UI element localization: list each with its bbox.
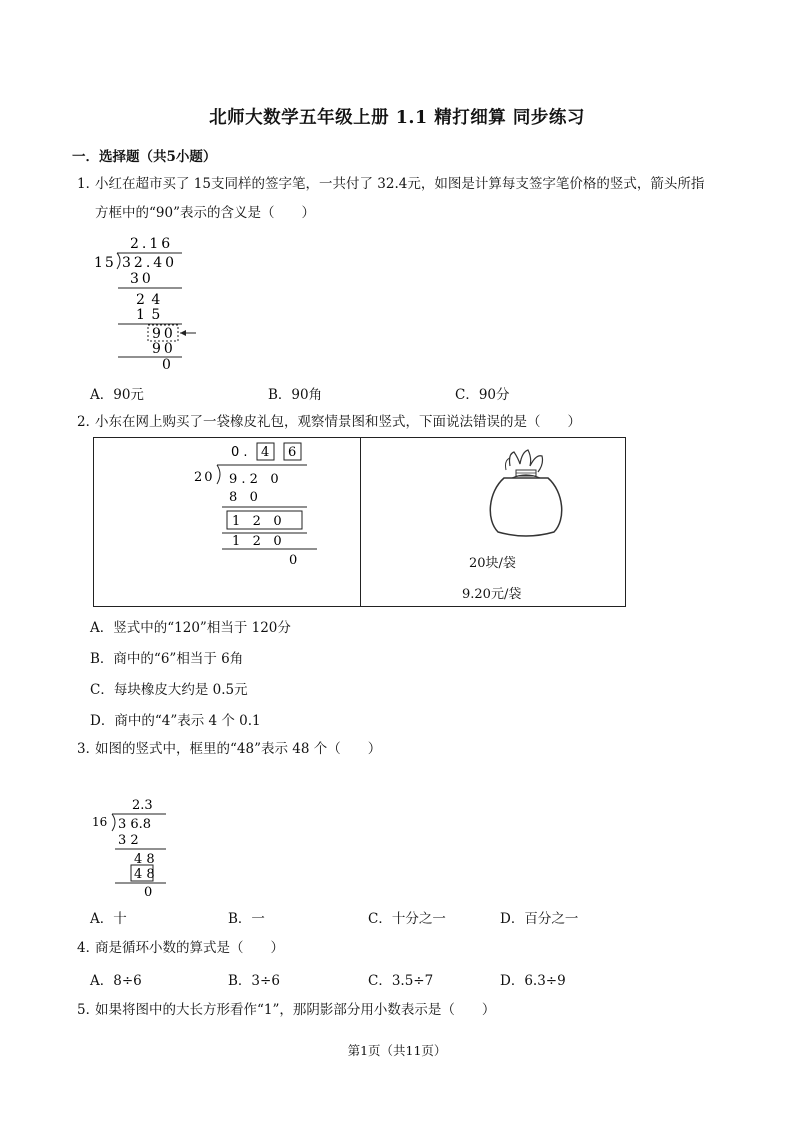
- question-5-number: 5．: [77, 1002, 100, 1018]
- q2-quotient-prefix: 0 .: [231, 445, 248, 460]
- question-4-option-b[interactable]: B．3÷6: [228, 973, 280, 989]
- question-1-option-a[interactable]: A．90元: [90, 387, 144, 403]
- page-title: 北师大数学五年级上册 1.1 精打细算 同步练习: [209, 108, 585, 128]
- q1-row-6: 0: [162, 357, 171, 372]
- q2-row-4: 0: [289, 553, 298, 568]
- q3-row-1: 3 2: [118, 833, 139, 848]
- question-5-text: 如果将图中的大长方形看作“1”，那阴影部分用小数表示是（ ）: [95, 1002, 496, 1018]
- question-4-option-c[interactable]: C．3.5÷7: [368, 973, 434, 989]
- q3-quotient: 2.3: [132, 798, 153, 813]
- question-1-text-line2: 方框中的“90”表示的含义是（ ）: [95, 205, 315, 221]
- question-2-option-d[interactable]: D．商中的“4”表示 4 个 0.1: [90, 713, 261, 729]
- question-3-option-c[interactable]: C．十分之一: [368, 911, 446, 927]
- question-2-option-a[interactable]: A．竖式中的“120”相当于 120分: [90, 620, 291, 636]
- q3-row-2: 4 8: [134, 852, 155, 867]
- question-2-option-c[interactable]: C．每块橡皮大约是 0.5元: [90, 682, 248, 698]
- q1-row-2: 2 4: [136, 292, 162, 308]
- eraser-bag-icon: [486, 444, 566, 540]
- question-3-option-a[interactable]: A．十: [90, 911, 127, 927]
- question-2-number: 2．: [77, 414, 100, 430]
- q2-row-2: 1 2 0: [232, 514, 282, 529]
- question-2-division-figure: [189, 438, 349, 578]
- q3-row-3: 4 8: [134, 867, 155, 882]
- question-3-number: 3．: [77, 741, 100, 757]
- q1-quotient: 2.16: [130, 236, 174, 252]
- question-2-text: 小东在网上购买了一袋橡皮礼包，观察情景图和竖式，下面说法错误的是（ ）: [95, 414, 581, 430]
- table-divider: [360, 438, 361, 606]
- q2-row-1: 8 0: [229, 490, 258, 505]
- question-4-text: 商是循环小数的算式是（ ）: [95, 940, 284, 956]
- question-3-text: 如图的竖式中，框里的“48”表示 48 个（ ）: [95, 741, 382, 757]
- question-1-number: 1．: [77, 176, 100, 192]
- q1-row-5: 90: [152, 341, 176, 357]
- q2-quotient-digit-1: 4: [261, 445, 270, 460]
- question-2-option-b[interactable]: B．商中的“6”相当于 6角: [90, 651, 244, 667]
- q3-row-4: 0: [144, 885, 153, 900]
- question-3-option-d[interactable]: D．百分之一: [500, 911, 579, 927]
- q2-dividend: 9 . 2 0: [229, 472, 279, 487]
- question-3-option-b[interactable]: B．一: [228, 911, 265, 927]
- q1-row-3: 1 5: [136, 307, 162, 323]
- q1-row-1: 30: [130, 271, 154, 287]
- question-3-division-figure: [90, 795, 180, 900]
- question-1-option-b[interactable]: B．90角: [268, 387, 323, 403]
- bag-label-price: 9.20元/袋: [462, 587, 522, 602]
- question-1-text-line1: 小红在超市买了 15支同样的签字笔，一共付了 32.4元，如图是计算每支签字笔价格的竖式，箭头所指: [95, 176, 705, 192]
- question-2-figure-table: [93, 437, 626, 607]
- q2-row-3: 1 2 0: [232, 534, 282, 549]
- question-1-option-c[interactable]: C．90分: [455, 387, 510, 403]
- q1-dividend: 32.40: [122, 255, 178, 271]
- q2-divisor: 20: [194, 470, 215, 485]
- q3-dividend: 3 6.8: [118, 817, 152, 832]
- question-1-division-figure: [90, 232, 210, 372]
- bag-label-quantity: 20块/袋: [469, 556, 516, 571]
- q1-row-4: 90: [152, 326, 176, 342]
- q1-divisor: 15: [94, 255, 116, 271]
- q2-quotient-digit-2: 6: [288, 445, 297, 460]
- page-footer: 第1页（共11页）: [347, 1043, 447, 1058]
- section-heading: 一．选择题（共5小题）: [72, 149, 217, 165]
- question-4-number: 4．: [77, 940, 100, 956]
- question-4-option-a[interactable]: A．8÷6: [90, 973, 142, 989]
- question-4-option-d[interactable]: D．6.3÷9: [500, 973, 566, 989]
- q3-divisor: 16: [92, 815, 108, 829]
